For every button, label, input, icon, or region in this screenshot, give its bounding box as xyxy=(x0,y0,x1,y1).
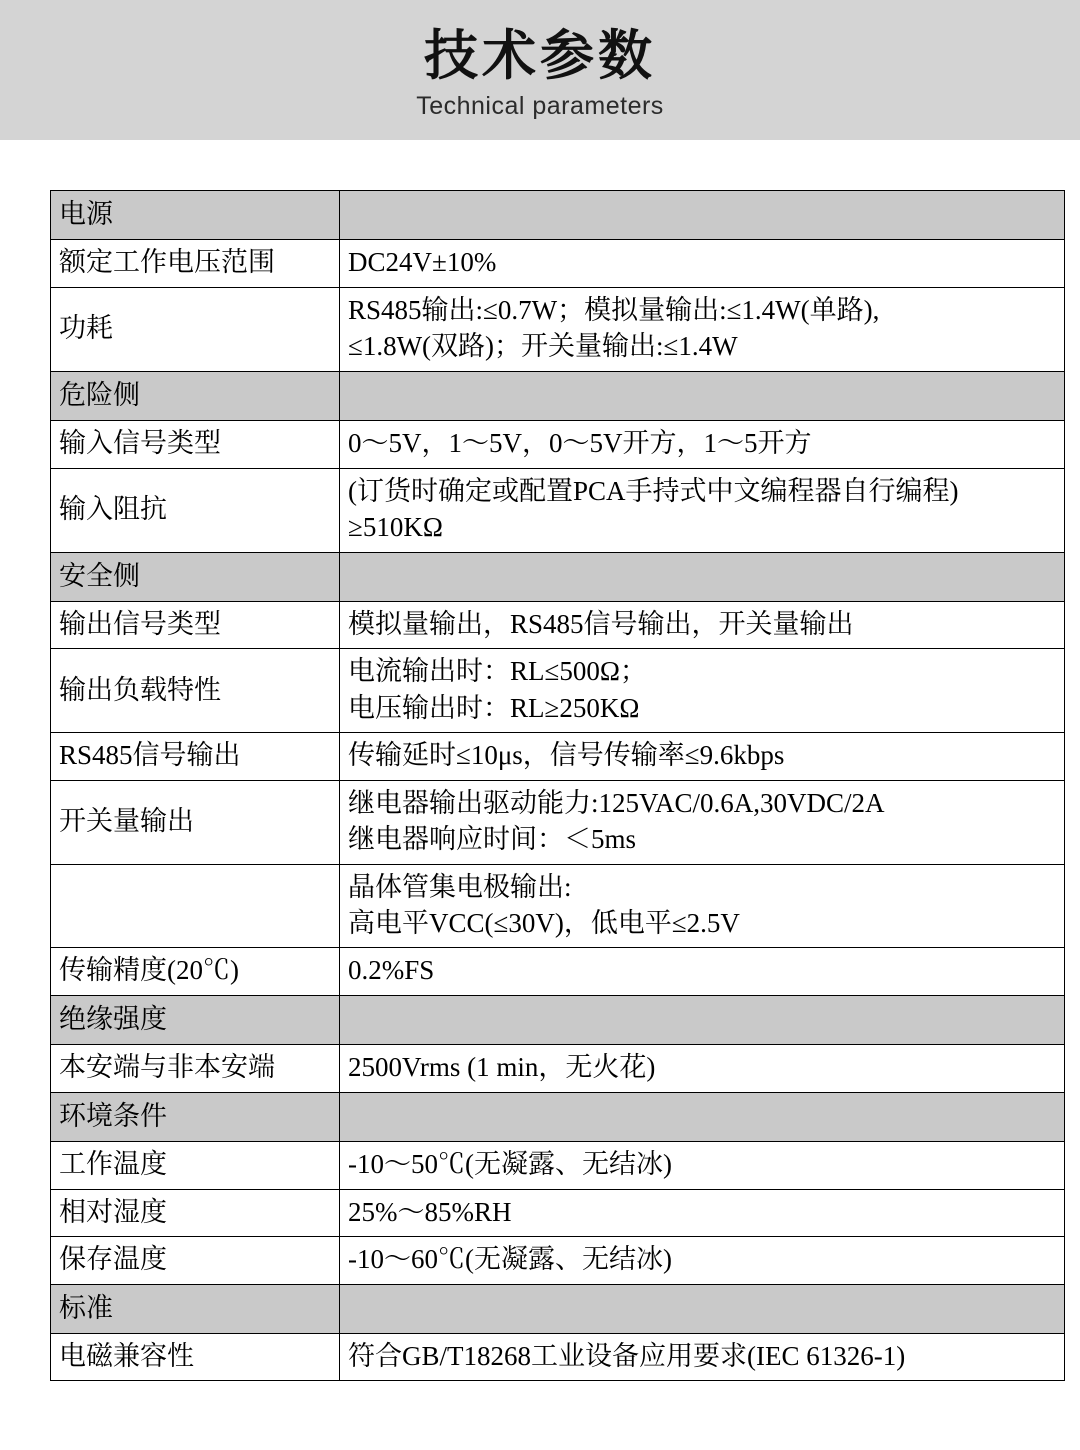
row-label: 相对湿度 xyxy=(51,1189,340,1236)
table-row xyxy=(51,601,1065,648)
table-row xyxy=(51,864,1065,948)
row-value-line: ≤1.8W(双路)；开关量输出:≤1.4W xyxy=(348,331,738,362)
row-value-line: 电压输出时：RL≥250KΩ xyxy=(348,692,640,723)
spec-table-container xyxy=(0,140,1080,1381)
section-value xyxy=(340,552,1065,601)
technical-parameters-table xyxy=(50,190,1065,1381)
row-value: -10～60℃(无凝露、无结冰) xyxy=(340,1237,1065,1284)
section-value xyxy=(340,1284,1065,1333)
row-label: 输入信号类型 xyxy=(51,421,340,468)
row-value xyxy=(340,780,1065,864)
table-row xyxy=(51,948,1065,995)
row-label: 电磁兼容性 xyxy=(51,1333,340,1380)
table-section-row xyxy=(51,1284,1065,1333)
row-value: 0.2%FS xyxy=(340,948,1065,995)
row-value xyxy=(340,287,1065,371)
row-value: 模拟量输出，RS485信号输出，开关量输出 xyxy=(340,601,1065,648)
row-label: 开关量输出 xyxy=(51,780,340,864)
page-title: 技术参数 xyxy=(424,25,656,86)
table-section-row xyxy=(51,995,1065,1044)
section-label: 标准 xyxy=(51,1284,340,1333)
row-value xyxy=(340,649,1065,733)
table-row xyxy=(51,1045,1065,1092)
row-label: 保存温度 xyxy=(51,1237,340,1284)
table-row xyxy=(51,649,1065,733)
row-value xyxy=(340,864,1065,948)
page-subtitle: Technical parameters xyxy=(416,92,664,121)
table-row xyxy=(51,733,1065,780)
row-label: 输入阻抗 xyxy=(51,468,340,552)
row-value-line: 电流输出时：RL≤500Ω； xyxy=(348,656,647,687)
page-header xyxy=(0,0,1080,140)
table-row xyxy=(51,421,1065,468)
table-section-row xyxy=(51,191,1065,240)
table-row xyxy=(51,780,1065,864)
table-row xyxy=(51,1189,1065,1236)
section-value xyxy=(340,191,1065,240)
table-row xyxy=(51,1237,1065,1284)
table-section-row xyxy=(51,552,1065,601)
row-value: -10～50℃(无凝露、无结冰) xyxy=(340,1142,1065,1189)
row-value-line: 晶体管集电极输出: xyxy=(348,871,572,902)
row-value: 25%～85%RH xyxy=(340,1189,1065,1236)
table-row xyxy=(51,287,1065,371)
row-value: 2500Vrms (1 min，无火花) xyxy=(340,1045,1065,1092)
row-value: 传输延时≤10μs，信号传输率≤9.6kbps xyxy=(340,733,1065,780)
row-label: 额定工作电压范围 xyxy=(51,240,340,287)
row-value-line: ≥510KΩ xyxy=(348,512,443,543)
section-label: 电源 xyxy=(51,191,340,240)
table-section-row xyxy=(51,371,1065,420)
row-label: RS485信号输出 xyxy=(51,733,340,780)
row-value-line: 高电平VCC(≤30V)，低电平≤2.5V xyxy=(348,908,740,938)
section-label: 安全侧 xyxy=(51,552,340,601)
row-label: 输出信号类型 xyxy=(51,601,340,648)
row-label: 工作温度 xyxy=(51,1142,340,1189)
section-label: 危险侧 xyxy=(51,371,340,420)
row-value-line: (订货时确定或配置PCA手持式中文编程器自行编程) xyxy=(348,475,959,506)
row-value-line: RS485输出:≤0.7W；模拟量输出:≤1.4W(单路), xyxy=(348,294,880,325)
table-row xyxy=(51,1142,1065,1189)
row-value: 0～5V，1～5V，0～5V开方，1～5开方 xyxy=(340,421,1065,468)
row-value-line: 继电器输出驱动能力:125VAC/0.6A,30VDC/2A xyxy=(348,787,885,818)
section-value xyxy=(340,995,1065,1044)
row-label: 输出负载特性 xyxy=(51,649,340,733)
table-body xyxy=(51,191,1065,1381)
row-label xyxy=(51,864,340,948)
row-label: 功耗 xyxy=(51,287,340,371)
row-label: 本安端与非本安端 xyxy=(51,1045,340,1092)
section-value xyxy=(340,1092,1065,1141)
row-value: 符合GB/T18268工业设备应用要求(IEC 61326-1) xyxy=(340,1333,1065,1380)
table-row xyxy=(51,1333,1065,1380)
table-section-row xyxy=(51,1092,1065,1141)
row-label: 传输精度(20℃) xyxy=(51,948,340,995)
table-row xyxy=(51,240,1065,287)
section-label: 环境条件 xyxy=(51,1092,340,1141)
row-value: DC24V±10% xyxy=(340,240,1065,287)
row-value-line: 继电器响应时间：＜5ms xyxy=(348,824,637,855)
section-value xyxy=(340,371,1065,420)
section-label: 绝缘强度 xyxy=(51,995,340,1044)
row-value xyxy=(340,468,1065,552)
table-row xyxy=(51,468,1065,552)
